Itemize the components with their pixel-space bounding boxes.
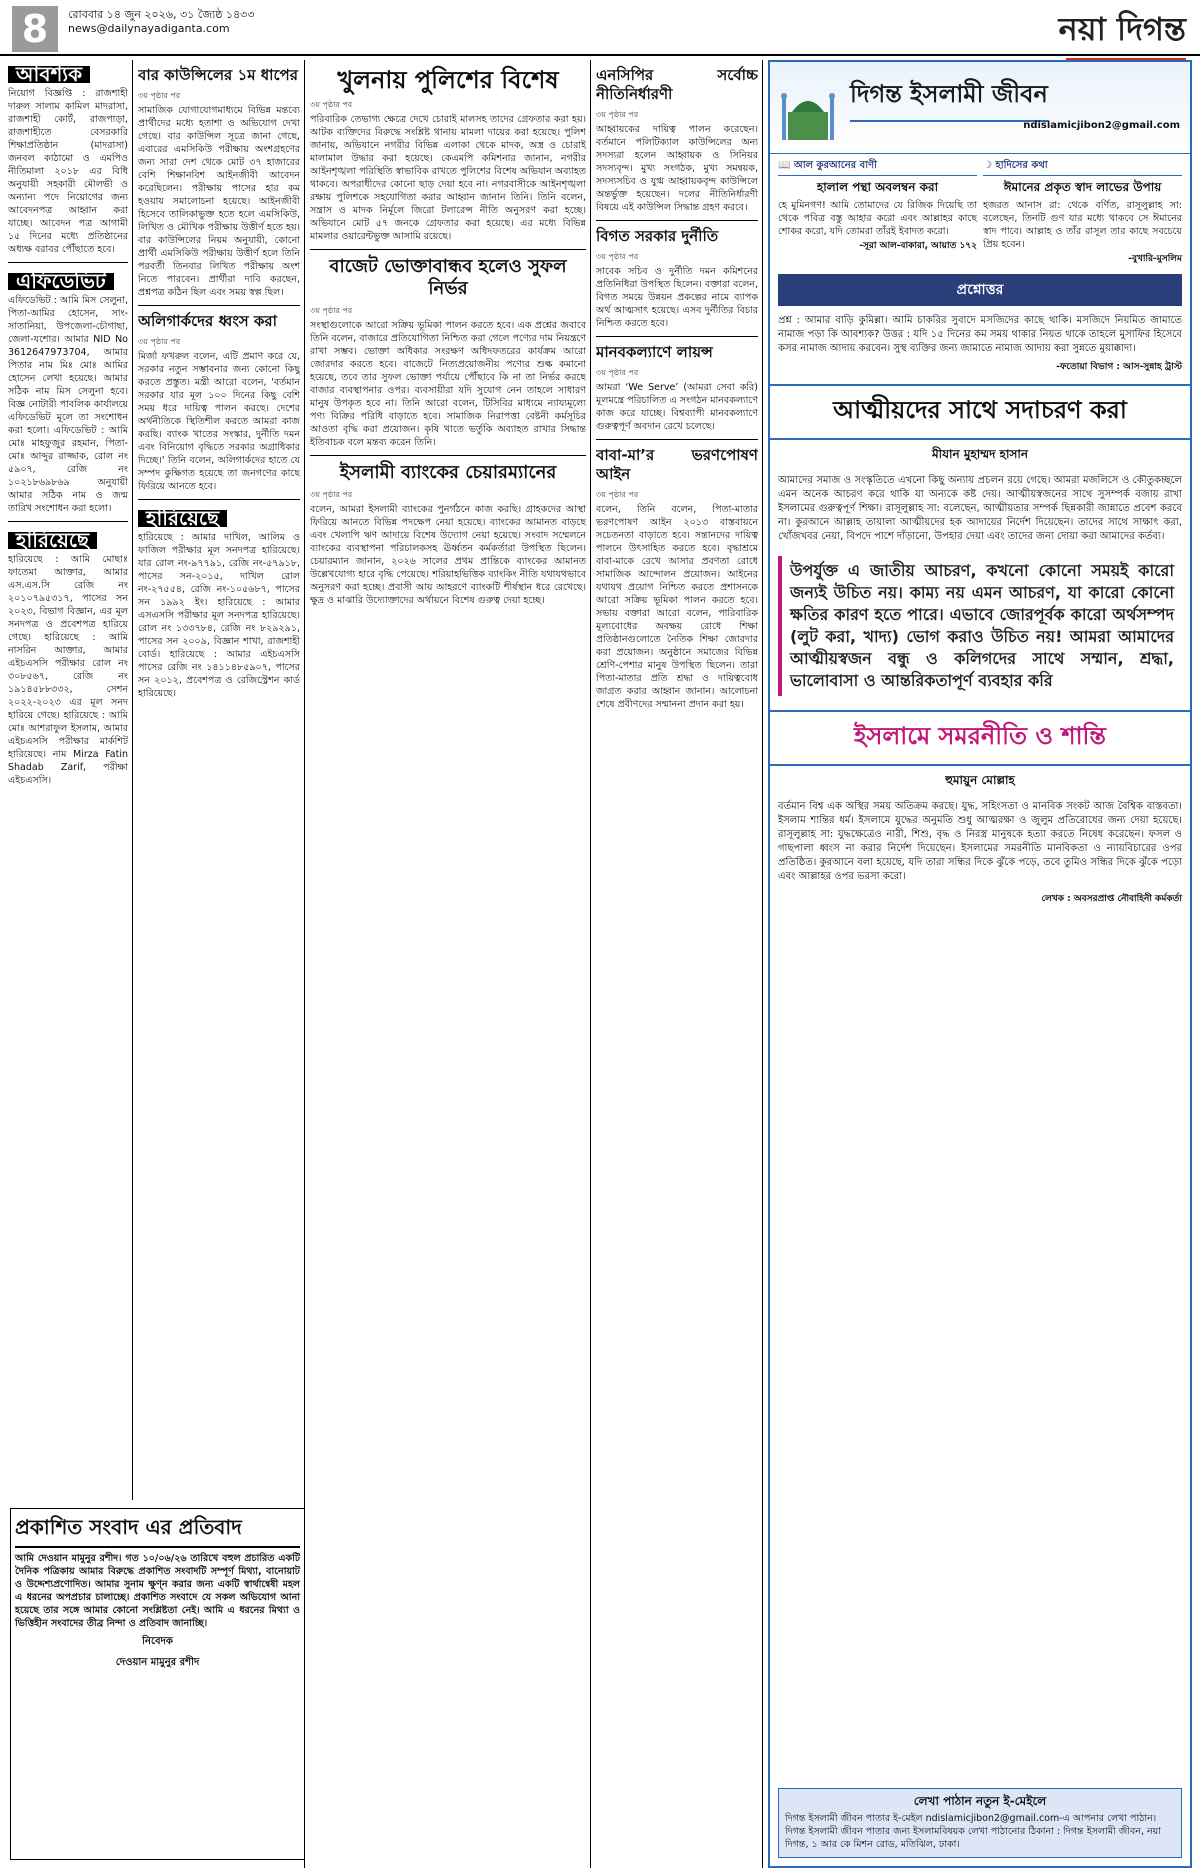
article-title-peace[interactable]: ইসলামে সমরনীতি ও শান্তি [770,710,1190,766]
continued-label: ৩য় পৃষ্ঠার পর [310,306,353,315]
article-body: সামাজিক যোগাযোগমাধ্যমে বিভিন্ন মন্তব্যে প্রার্থীদের মধ্যে হতাশা ও অভিযোগ দেখা গেছে। বার কাউন্সিল সূত্রে জানা গেছে, এবারের এমসিকিউ পরীক্ষায় অংশগ্রহণের জন্য সারা দেশ থেকে মোট ৩৭ হাজারের বেশি শিক্ষানবিশ আইনজীবী আবেদন করেছিলেন। পরীক্ষায় পাসের হার কম হওয়ায় সমালোচনা হয়েছে। আইনজীবী হিসেবে তালিকাভুক্ত হতে হলে এমসিকিউ, লিখিত ও মৌখিক পরীক্ষায় উত্তীর্ণ হতে হয়। বার কাউন্সিলের নিয়ম অনুযায়ী, কোনো প্রার্থী এমসিকিউ পরীক্ষায় উত্তীর্ণ হলে তিনি পরবর্তী তিনবার লিখিত পরীক্ষায় অংশ নিতে পারবেন। প্রার্থীরা দাবি করছেন, প্রশ্নপত্র কঠিন ছিল এবং সময় স্বল্প ছিল। [138,105,300,298]
article-headline[interactable]: মানবকল্যাণে লায়ন্স [596,343,713,361]
section-title-abossok: আবশ্যক [8,66,90,83]
islamic-life-section [768,60,1192,1868]
section-title-lost: হারিয়েছে [138,510,227,527]
article-body: মির্জা ফখরুল বলেন, এটি প্রমাণ করে যে, সরকার নতুন সম্ভাবনার জন্য কোনো কিছু করতে প্রস্তুত। মন্ত্রী আরো বলেন, 'বর্তমান সরকার যার মূল ১০০ দিনের কিছু বেশি সময় ধরে দায়িত্ব পালন করছে। দেশের অর্থনীতিকে স্থিতিশীল করতে আমরা কাজ করছি। ব্যাংক খাতের সংস্কার, দুর্নীতি দমন এবং বিনিয়োগ বৃদ্ধিতে সরকার অগ্রাধিকার দিচ্ছে।' তিনি বলেন, অলিগার্কদের হাতে যে সম্পদ কুক্ষিগত হয়েছে তা জনগণের কাছে ফিরিয়ে আনতে হবে। [138,351,300,492]
article-headline[interactable]: অলিগার্কদের ধ্বংস করা [138,312,278,330]
section-banner [770,62,1190,154]
article-body: সংস্থাগুলোকে আরো সক্রিয় ভূমিকা পালন করতে হবে। এক প্রশ্নের জবাবে তিনি বলেন, বাজারে প্রতিযোগিতা নিশ্চিত করা গেলে পণ্যের দাম নিয়ন্ত্রণে রাখা সম্ভব। ভোক্তা অধিকার সংরক্ষণ অধিদফতরের কার্যক্রম আরো জোরদার করতে হবে। বাজেটে নিত্যপ্রয়োজনীয় পণ্যের শুল্ক কমানো হয়েছে, তবে তার সুফল ভোক্তা পর্যায়ে পৌঁছাবে কি না তা নির্ভর করছে বাজার ব্যবস্থাপনার ওপর। ব্যবসায়ীরা যদি সুযোগ নেন তাহলে সাধারণ মানুষ উপকৃত হবে না। তিনি আরো বলেন, টিসিবির মাধ্যমে ন্যায্যমূল্যে পণ্য বিক্রির পরিধি বাড়াতে হবে। সামাজিক নিরাপত্তা বেষ্টনী কর্মসূচির আওতা বৃদ্ধি করা প্রয়োজন। কৃষি খাতে ভর্তুকি অব্যাহত রাখার সিদ্ধান্ত ইতিবাচক বলে মন্তব্য করেন তিনি। [310,320,586,448]
pull-quote: উপর্যুক্ত এ জাতীয় আচরণ, কখনো কোনো সময়ই কারো জন্যই উচিত নয়। কাম্য নয় এমন আচরণ, যা কারো কোনো ক্ষতির কারণ হতে পারে। এভাবে জোরপূর্বক কারো অর্থসম্পদ (লুট করা, খাদ্য) ভোগ করাও উচিত নয়! আমরা আমাদের আত্মীয়স্বজন বন্ধু ও কলিগদের সাথে সম্মান, শ্রদ্ধা, ভালোবাসা ও আন্তরিকতাপূর্ণ ব্যবহার করি [778,556,1182,696]
article-body: আমরা ‘We Serve’ (আমরা সেবা করি) মূলমন্ত্রে পরিচালিত এ সংগঠন মানবকল্যাণে কাজ করে যাচ্ছে। বিশ্বব্যাপী মানবকল্যাণে গুরুত্বপূর্ণ অবদান রেখে চলেছে। [596,382,758,432]
news-column-2 [138,62,300,1502]
brand-name: নয়া দিগন্ত [1058,10,1186,48]
hadith-box: ☽ হাদিসের কথা ঈমানের প্রকৃত স্বাদ লাভের উপায় হজরত আনাস রা: থেকে বর্ণিত, রাসূলুল্লাহ সা: বলেছেন, তিনটি গুণ যার মধ্যে থাকবে সে ঈমানের স্বাদ পাবে। আল্লাহ ও তাঁর রাসূল তার কাছে সবচেয়ে প্রিয় হবেন। -বুখারি-মুসলিম [983,160,1182,264]
article-body: বলেন, আমরা ইসলামী ব্যাংকের পুনর্গঠনে কাজ করছি। গ্রাহকদের আস্থা ফিরিয়ে আনতে বিভিন্ন পদক্ষেপ নেয়া হয়েছে। ব্যাংকের আমানত বাড়ছে এবং খেলাপি ঋণ আদায়ে বিশেষ উদ্যোগ নেয়া হয়েছে। সংবাদ সম্মেলনে ব্যাংকের ব্যবস্থাপনা পরিচালকসহ ঊর্ধ্বতন কর্মকর্তারা উপস্থিত ছিলেন। চেয়ারম্যান জানান, ২০২৬ সালের প্রথম প্রান্তিকে ব্যাংকের আমানত উল্লেখযোগ্য হারে বৃদ্ধি পেয়েছে। শরিয়াহভিত্তিক ব্যাংকিং নীতি যথাযথভাবে অনুসরণ করা হচ্ছে। প্রবাসী আয় আহরণে ব্যাংকটি শীর্ষস্থান ধরে রেখেছে। ক্ষুদ্র ও মাঝারি উদ্যোক্তাদের অর্থায়নে বিশেষ গুরুত্ব দেয়া হচ্ছে। [310,504,586,606]
qa-title: প্রশ্নোত্তর [778,274,1182,306]
continued-label: ৩য় পৃষ্ঠার পর [596,490,639,499]
issue-date: রোববার ১৪ জুন ২০২৬, ৩১ জ্যৈষ্ঠ ১৪৩৩ [68,8,255,21]
quran-hadith-row [770,154,1190,270]
continued-label: ৩য় পৃষ্ঠার পর [310,100,353,109]
section-email[interactable]: ndislamicjibon2@gmail.com [1023,120,1180,131]
classifieds-column [8,62,128,1502]
article-body: বলেন, তিনি বলেন, পিতা-মাতার ভরণপোষণ আইন ২০১৩ বাস্তবায়নে সচেতনতা বাড়াতে হবে। সন্তানদের দায়িত্ব পালনে উৎসাহিত করতে হবে। বৃদ্ধাশ্রমে বাবা-মাকে রেখে আসার প্রবণতা রোধে সামাজিক আন্দোলন প্রয়োজন। আইনের যথাযথ প্রয়োগ নিশ্চিত করতে প্রশাসনকে আরো সক্রিয় ভূমিকা পালন করতে হবে। সভায় বক্তারা আরো বলেন, পারিবারিক মূল্যবোধের অবক্ষয় রোধে শিক্ষা প্রতিষ্ঠানগুলোতে নৈতিক শিক্ষা জোরদার করা প্রয়োজন। অনুষ্ঠানে সমাজের বিভিন্ন শ্রেণি-পেশার মানুষ উপস্থিত ছিলেন। তারা পিতা-মাতার প্রতি শ্রদ্ধা ও দায়িত্ববোধ জাগ্রত করার আহ্বান জানান। আলোচনা শেষে প্রবীণদের সম্মাননা প্রদান করা হয়। [596,504,758,710]
quran-ref: -সূরা আল-বাকারা, আয়াত ১৭২ [859,241,977,251]
article-body: পরিবারিক তেভাগ্য ক্ষেত্রে দেখে চোরাই মালসহ তাদের গ্রেফতার করা হয়। আটক ব্যক্তিদের বিরুদ্ধে সংশ্লিষ্ট থানায় মামলা দায়ের করা হয়েছে। পুলিশ জানায়, অভিযানে নগরীর বিভিন্ন এলাকা থেকে মাদক, অস্ত্র ও চোরাই মালামাল উদ্ধার করা হয়েছে। কেএমপি কমিশনার জানান, নগরীর আইনশৃঙ্খলা পরিস্থিতি স্বাভাবিক রাখতে পুলিশের বিশেষ অভিযান অব্যাহত থাকবে। অপরাধীদের কোনো ছাড় দেয়া হবে না। নগরবাসীকে আইনশৃঙ্খলা রক্ষায় পুলিশকে সহযোগিতা করার আহ্বান জানান তিনি। তিনি বলেন, সন্ত্রাস ও মাদক নির্মূলে জিরো টলারেন্স নীতি অনুসরণ করা হচ্ছে। অভিযানে মোট ৫৭ জনকে গ্রেফতার করা হয়েছে। এর মধ্যে বিভিন্ন মামলার ওয়ারেন্টভুক্ত আসামি রয়েছে। [310,114,586,242]
article-body: সাবেক সচিব ও দুর্নীতি দমন কমিশনের প্রতিনিধিরা উপস্থিত ছিলেন। বক্তারা বলেন, বিগত সময়ে উন্নয়ন প্রকল্পের নামে ব্যাপক অর্থ আত্মসাৎ হয়েছে। এসব দুর্নীতির বিচার নিশ্চিত করতে হবে। [596,266,758,329]
hadith-title: ঈমানের প্রকৃত স্বাদ লাভের উপায় [1003,180,1162,194]
quran-box: 📖 আল কুরআনের বাণী হালাল পন্থা অবলম্বন করা হে মুমিনগণ! আমি তোমাদের যে রিজিক দিয়েছি তা থেকে পবিত্র বস্তু আহার করো এবং আল্লাহর কাছে শোকর করো, যদি তোমরা তাঁরই ইবাদত করো। -সূরা আল-বাকারা, আয়াত ১৭২ [778,160,977,251]
article-headline[interactable]: বার কাউন্সিলের ১ম ধাপের [138,66,298,84]
page-number: 8 [12,6,58,52]
hadith-label: হাদিসের কথা [995,160,1048,171]
quran-text: হে মুমিনগণ! আমি তোমাদের যে রিজিক দিয়েছি তা থেকে পবিত্র বস্তু আহার করো এবং আল্লাহর কাছে শোকর করো, যদি তোমরা তাঁরই ইবাদত করো। [778,200,977,237]
continued-label: ৩য় পৃষ্ঠার পর [310,490,353,499]
article-headline[interactable]: বিগত সরকার দুর্নীতি [596,227,719,245]
article-title-relatives[interactable]: আত্মীয়দের সাথে সদাচরণ করা [770,384,1190,440]
continued-label: ৩য় পৃষ্ঠার পর [596,368,639,377]
article-body: আহ্বায়কের দায়িত্ব পালন করেছেন। বর্তমানে পলিটিক্যাল কাউন্সিলের অন্য সদস্যরা হলেন আহ্বায়ক ও সিনিয়র সদস্যবৃন্দ। মুখ্য সংগঠক, মুখ্য সমন্বয়ক, সদস্যসচিব ও যুগ্ম আহ্বায়কবৃন্দ কাউন্সিলে অন্তর্ভুক্ত হয়েছেন। দলের নীতিনির্ধারণী বিষয়ে এই কাউন্সিল সিদ্ধান্ত গ্রহণ করবে। [596,124,758,213]
article-headline[interactable]: খুলনায় পুলিশের বিশেষ [337,66,559,94]
submission-text: দিগন্ত ইসলামী জীবন পাতার ই-মেইল ndislamicjibon2@gmail.com-এ আপনার লেখা পাঠান। দিগন্ত ইসলামী জীবন পাতার জন্য ইসলামবিষয়ক লেখা পাঠানোর ঠিকানা : দিগন্ত ইসলামী জীবন, নয়া দিগন্ত, ১ আর কে মিশন রোড, মতিঝিল, ঢাকা। [785,1813,1161,1850]
article-body: আমাদের সমাজ ও সংস্কৃতিতে এখনো কিছু অন্যায় প্রচলন রয়ে গেছে। আমরা মজলিসে ও কৌতুকচ্ছলে এমন অনেক আচরণ করে থাকি যা অন্যকে কষ্ট দেয়। আত্মীয়স্বজনের সাথে সুসম্পর্ক বজায় রাখা ইসলামের গুরুত্বপূর্ণ শিক্ষা। রাসূলুল্লাহ সা: বলেছেন, আত্মীয়তার সম্পর্ক ছিন্নকারী জান্নাতে প্রবেশ করবে না। কুরআনে আল্লাহ তায়ালা আত্মীয়দের হক আদায়ের নির্দেশ দিয়েছেন। তাদের সাথে সাক্ষাৎ করা, খোঁজখবর নেয়া, বিপদে পাশে দাঁড়ানো, উপহার দেয়া এবং তাদের জন্য দোয়া করা আমাদের কর্তব্য। [778,475,1182,542]
rejoinder-sign-label: নিবেদক [142,1636,173,1647]
affidavit-text: এফিডেভিট : আমি মিস সেলুনা, পিতা-আমির হোসেন, সাং-সাতানিয়া, উপজেলা-চৌগাছা, জেলা-যশোর। আমার NID No 3612647973704, আমার পিতার নাম মিঃ মোঃ আমির হোসেন লেখা হয়েছে। আমার সঠিক নাম মিস সেলুনা হবে। বিজ্ঞ নোটারী পাবলিক কার্যালয়ে এফিডেভিট মূলে তা সংশোধন করা হলো। এফিডেভিট : আমি মোঃ মাহফুজুর রহমান, পিতা-মোঃ আব্দুর রাজ্জাক, রোল নং ৫৯০৭, রেজি নং ১০২১৮৬৯৮৬৯ অনুযায়ী আমার সঠিক নাম ও জন্ম তারিখ সংশোধন করা হলো। [8,295,128,514]
rejoinder-sign-name: দেওয়ান মামুনুর রশীদ [115,1657,200,1668]
article-headline[interactable]: এনসিপির সর্বোচ্চ নীতিনির্ধারণী [596,66,758,103]
section-title-affidavit: এফিডেভিট [8,273,114,290]
section-title-lost: হারিয়েছে [8,532,97,549]
qa-text: প্রশ্ন : আমার বাড়ি কুমিল্লা। আমি চাকরির সুবাদে মসজিদের কাছে থাকি। মসজিদে নিয়মিত জামাতে নামাজ পড়া কি আবশ্যক? উত্তর : যদি ১৫ দিনের কম সময় থাকার নিয়ত থাকে তাহলে মুসাফির হিসেবে কসর নামাজ আদায় করবেন। সুস্থ ব্যক্তির জন্য জামাতে নামাজ আদায় করা সুন্নতে মুয়াক্কাদা। [778,315,1182,354]
article-headline[interactable]: বাজেট ভোক্তাবান্ধব হলেও সুফল নির্ভর [329,256,567,299]
article-ref: লেখক : অবসরপ্রাপ্ত নৌবাহিনী কর্মকর্তা [1041,894,1182,904]
news-column-4 [596,62,758,1862]
submission-info-box [778,1788,1182,1858]
classified-text: নিয়োগ বিজ্ঞপ্তি : রাজশাহী দারুল সালাম কামিল মাদরাসা, রাজশাহী কোর্ট, রাজপাড়া, রাজশাহীতে বেসরকারি শিক্ষাপ্রতিষ্ঠান (মাদরাসা) জনবল কাঠামো ও এমপিও নীতিমালা ২০১৮ এর বিধি অনুযায়ী সহকারী মৌলভী ও অন্যান্য পদে নিয়োগের জন্য আবেদনপত্র আহ্বান করা যাচ্ছে। আবেদন পত্র আগামী ১৫ দিনের মধ্যে প্রতিষ্ঠানের অধ্যক্ষ বরাবর পৌঁছাতে হবে। [8,88,128,255]
continued-label: ৩য় পৃষ্ঠার পর [596,252,639,261]
page-header [0,0,1200,56]
article-headline[interactable]: বাবা-মা’র ভরণপোষণ আইন [596,446,758,483]
rejoinder-body: আমি দেওয়ান মামুনুর রশীদ। গত ১০/০৬/২৬ তারিখে বহুল প্রচারিত একটি দৈনিক পত্রিকায় আমার বিরুদ্ধে প্রকাশিত সংবাদটি সম্পূর্ণ মিথ্যা, বানোয়াট ও উদ্দেশ্যপ্রণোদিত। আমার সুনাম ক্ষুণ্ন করার জন্য একটি স্বার্থান্বেষী মহল এ ধরনের অপপ্রচার চালাচ্ছে। প্রকাশিত সংবাদে যে সকল অভিযোগ আনা হয়েছে তার সঙ্গে আমার কোনো সংশ্লিষ্টতা নেই। আমি এ ধরনের মিথ্যা ও ভিত্তিহীন সংবাদের তীব্র নিন্দা ও প্রতিবাদ জানাচ্ছি। [15,1553,300,1629]
qa-ref: -ফতোয়া বিভাগ : আস-সুন্নাহ ট্রাস্ট [1056,362,1182,372]
hadith-text: হজরত আনাস রা: থেকে বর্ণিত, রাসূলুল্লাহ সা: বলেছেন, তিনটি গুণ যার মধ্যে থাকবে সে ঈমানের স্বাদ পাবে। আল্লাহ ও তাঁর রাসূল তার কাছে সবচেয়ে প্রিয় হবেন। [983,200,1182,250]
lost-text: হারিয়েছে : আমি মোছাঃ ফাতেমা আক্তার, আমার এস.এস.সি রেজি নং ২০১০৭৯৫৩১৭, পাসের সন ২০২৩, বিভাগ বিজ্ঞান, এর মূল সনদপত্র ও প্রবেশপত্র হারিয়ে গেছে। হারিয়েছে : আমি নাসরিন আক্তার, আমার এইচএসসি পরীক্ষার রোল নং ৩০৮৫৬৭, রেজি নং ১৯১৪৫৮৮৩৩২, সেশন ২০২২-২০২৩ এর মূল সনদ হারিয়ে গেছে। হারিয়েছে : আমি মোঃ আশরাফুল ইসলাম, আমার এইচএসসি পরীক্ষার মার্কশিট হারিয়েছে। নাম Mirza Fatin Shadab Zarif, পরীক্ষা এইচএসসি। [8,554,128,786]
hadith-ref: -বুখারি-মুসলিম [1128,254,1182,264]
article-author: মীযান মুহাম্মদ হাসান [931,447,1029,461]
section-title: দিগন্ত ইসলামী জীবন [850,76,1048,122]
news-column-3 [310,62,586,1862]
article-body: বর্তমান বিশ্ব এক অস্থির সময় অতিক্রম করছে। যুদ্ধ, সহিংসতা ও মানবিক সংকট আজ বৈশ্বিক বাস্তবতা। ইসলাম শান্তির ধর্ম। ইসলামে যুদ্ধের অনুমতি শুধু আত্মরক্ষা ও জুলুম প্রতিরোধের জন্য দেয়া হয়েছে। রাসূলুল্লাহ সা: যুদ্ধক্ষেত্রেও নারী, শিশু, বৃদ্ধ ও নিরস্ত্র মানুষকে হত্যা করতে নিষেধ করেছেন। ফসল ও গাছপালা ধ্বংস না করার নির্দেশ দিয়েছেন। ইসলামের সমরনীতি মানবিকতা ও ন্যায়বিচারের ওপর প্রতিষ্ঠিত। কুরআনে বলা হয়েছে, যদি তারা সন্ধির দিকে ঝুঁকে পড়ে, তবে তুমিও সন্ধির দিকে ঝুঁকে পড়ো এবং আল্লাহর ওপর ভরসা করো। [778,801,1182,882]
rejoinder-title: প্রকাশিত সংবাদ এর প্রতিবাদ [15,1513,300,1548]
continued-label: ৩য় পৃষ্ঠার পর [596,110,639,119]
mosque-icon [778,82,838,142]
lost-text: হারিয়েছে : আমার দাখিল, আলিম ও ফাজিল পরীক্ষার মূল সনদপত্র হারিয়েছে। যার রোল নং-৯৭৭৯১, রেজি নং-৫৭৯১৮, পাসের সন-২০১৫, দাখিল রোল নং-২৭৫৫৪, রেজি নং-১০৫৬৮৭, পাসের সন ১৯৯২ ইং। হারিয়েছে : আমার এসএসসি পরীক্ষার মূল সনদপত্র হারিয়েছে। রোল নং ১৩৩৭৮৪, রেজি নং ৮২৯২৯১, পাসের সন ২০০৯, বিজ্ঞান শাখা, রাজশাহী বোর্ড। হারিয়েছে : আমার এইচএসসি পাসের রেজি নং ১৪১১৪৮৫৯০৭, পাসের সন ২০১২, প্রবেশপত্র ও রেজিস্ট্রেশন কার্ড হারিয়েছে। [138,532,300,699]
article-headline[interactable]: ইসলামী ব্যাংকের চেয়ারম্যানের [339,462,557,483]
quran-label: আল কুরআনের বাণী [793,160,878,171]
rejoinder-box [10,1508,305,1860]
quran-title: হালাল পন্থা অবলম্বন করা [816,180,939,194]
header-email[interactable]: news@dailynayadiganta.com [68,22,230,35]
continued-label: ৩য় পৃষ্ঠার পর [138,337,181,346]
continued-label: ৩য় পৃষ্ঠার পর [138,91,181,100]
article-author: হুমায়ুন মোল্লাহ [945,773,1015,787]
masthead-logo [1059,4,1186,62]
submission-title: লেখা পাঠান নতুন ই-মেইলে [913,1794,1047,1808]
